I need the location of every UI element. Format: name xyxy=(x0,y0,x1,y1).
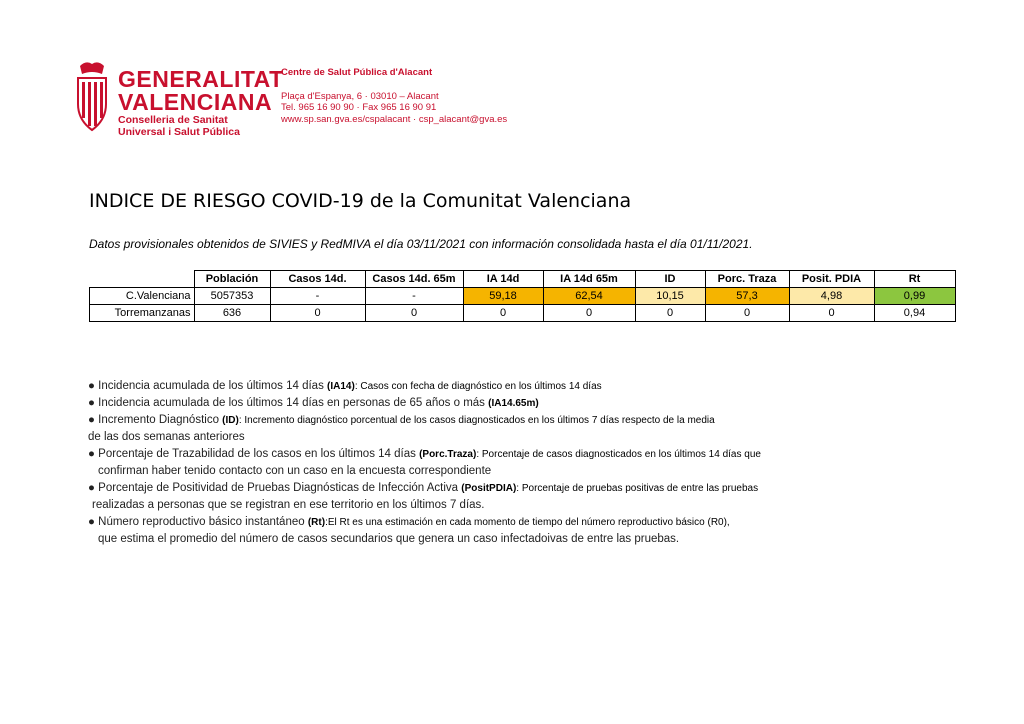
center-web-link[interactable]: www.sp.san.gva.es/cspalacant · csp_alacant@gva.es xyxy=(281,113,508,125)
col-header-pdia: Posit. PDIA xyxy=(789,271,874,288)
table-corner-cell xyxy=(90,271,195,288)
logo-line-3: Conselleria de Sanitat xyxy=(118,114,228,126)
def-traza-abbr: (Porc.Traza) xyxy=(419,449,477,460)
bullet-icon: ● xyxy=(88,482,95,494)
list-item xyxy=(88,412,761,429)
row-label: C.Valenciana xyxy=(90,288,195,305)
list-item xyxy=(88,480,761,497)
bullet-icon: ● xyxy=(88,397,95,409)
col-header-ia14: IA 14d xyxy=(463,271,543,288)
logo-line-1: GENERALITAT xyxy=(118,66,284,92)
cell-poblacion: 5057353 xyxy=(194,288,270,305)
col-header-casos14: Casos 14d. xyxy=(270,271,365,288)
page-title: INDICE DE RIESGO COVID-19 de la Comunitat Valenciana xyxy=(89,190,632,212)
bullet-icon: ● xyxy=(88,414,95,426)
bullet-icon: ● xyxy=(88,380,95,392)
col-header-poblacion: Población xyxy=(194,271,270,288)
cell-ia14: 0 xyxy=(463,305,543,322)
list-item-continuation: de las dos semanas anteriores xyxy=(88,431,245,443)
cell-casos14: - xyxy=(270,288,365,305)
table-row xyxy=(90,288,956,305)
list-item xyxy=(88,514,761,531)
generalitat-logo xyxy=(74,60,284,140)
cell-id: 0 xyxy=(635,305,705,322)
def-pdia-text: Porcentaje de Positividad de Pruebas Diagnósticas de Infección Activa xyxy=(98,482,459,494)
center-phone: Tel. 965 16 90 90 · Fax 965 16 90 91 xyxy=(281,102,437,113)
cell-ia14-65: 62,54 xyxy=(543,288,635,305)
def-ia14-text: Incidencia acumulada de los últimos 14 días xyxy=(98,380,324,392)
bullet-icon: ● xyxy=(88,516,95,528)
cell-casos14-65: 0 xyxy=(365,305,463,322)
def-pdia-abbr: (PositPDIA) xyxy=(461,483,517,494)
col-header-casos14-65: Casos 14d. 65m xyxy=(365,271,463,288)
list-item xyxy=(88,446,761,463)
col-header-ia14-65: IA 14d 65m xyxy=(543,271,635,288)
def-ia1465-abbr: (IA14.65m) xyxy=(488,398,539,409)
center-address: Plaça d'Espanya, 6 · 03010 – Alacant xyxy=(281,90,439,102)
cell-ia14: 59,18 xyxy=(463,288,543,305)
data-source-note: Datos provisionales obtenidos de SIVIES y RedMIVA el día 03/11/2021 con información consolidada hasta el día 01/11/2021. xyxy=(89,237,753,251)
def-rt-text: Número reproductivo básico instantáneo xyxy=(98,516,305,528)
list-item-continuation: realizadas a personas que se registran en ese territorio en los últimos 7 días. xyxy=(92,499,485,511)
def-id-abbr: (ID) xyxy=(222,415,239,426)
cell-id: 10,15 xyxy=(635,288,705,305)
definitions-list xyxy=(88,378,761,548)
def-traza-desc: : Porcentaje de casos diagnosticados en los últimos 14 días que xyxy=(476,449,761,460)
cell-rt: 0,99 xyxy=(874,288,955,305)
cell-pdia: 4,98 xyxy=(789,288,874,305)
cell-rt: 0,94 xyxy=(874,305,955,322)
cell-pdia: 0 xyxy=(789,305,874,322)
logo-line-4: Universal i Salut Pública xyxy=(118,126,240,138)
def-id-text: Incremento Diagnóstico xyxy=(98,414,219,426)
list-item xyxy=(88,395,761,412)
def-pdia-desc: : Porcentaje de pruebas positivas de entre las pruebas xyxy=(516,483,759,494)
center-name: Centre de Salut Pública d'Alacant xyxy=(281,67,433,78)
row-label: Torremanzanas xyxy=(90,305,195,322)
col-header-rt: Rt xyxy=(874,271,955,288)
cell-ia14-65: 0 xyxy=(543,305,635,322)
bullet-icon: ● xyxy=(88,448,95,460)
coat-of-arms-icon xyxy=(74,60,110,136)
cell-traza: 57,3 xyxy=(705,288,789,305)
def-traza-text: Porcentaje de Trazabilidad de los casos en los últimos 14 días xyxy=(98,448,416,460)
cell-poblacion: 636 xyxy=(194,305,270,322)
cell-casos14-65: - xyxy=(365,288,463,305)
def-ia1465-text: Incidencia acumulada de los últimos 14 días en personas de 65 años o más xyxy=(98,397,485,409)
col-header-traza: Porc. Traza xyxy=(705,271,789,288)
risk-index-table xyxy=(89,270,956,322)
def-id-desc: : Incremento diagnóstico porcentual de los casos diagnosticados en los últimos 7 días respecto de la media xyxy=(238,415,715,426)
center-contact-block xyxy=(281,67,507,125)
table-header-row xyxy=(90,271,956,288)
list-item-continuation: confirman haber tenido contacto con un caso en la encuesta correspondiente xyxy=(98,465,492,477)
def-ia14-desc: : Casos con fecha de diagnóstico en los últimos 14 días xyxy=(354,381,602,392)
list-item-continuation: que estima el promedio del número de casos secundarios que genera un caso infectadoivas de entre las pruebas. xyxy=(98,533,680,545)
def-rt-desc: :El Rt es una estimación en cada momento de tiempo del número reproductivo básico (R0), xyxy=(325,517,730,528)
logo-line-2: VALENCIANA xyxy=(118,89,273,115)
table-row xyxy=(90,305,956,322)
cell-traza: 0 xyxy=(705,305,789,322)
cell-casos14: 0 xyxy=(270,305,365,322)
def-rt-abbr: (Rt) xyxy=(307,517,326,528)
def-ia14-abbr: (IA14) xyxy=(327,381,355,392)
list-item xyxy=(88,378,761,395)
col-header-id: ID xyxy=(635,271,705,288)
